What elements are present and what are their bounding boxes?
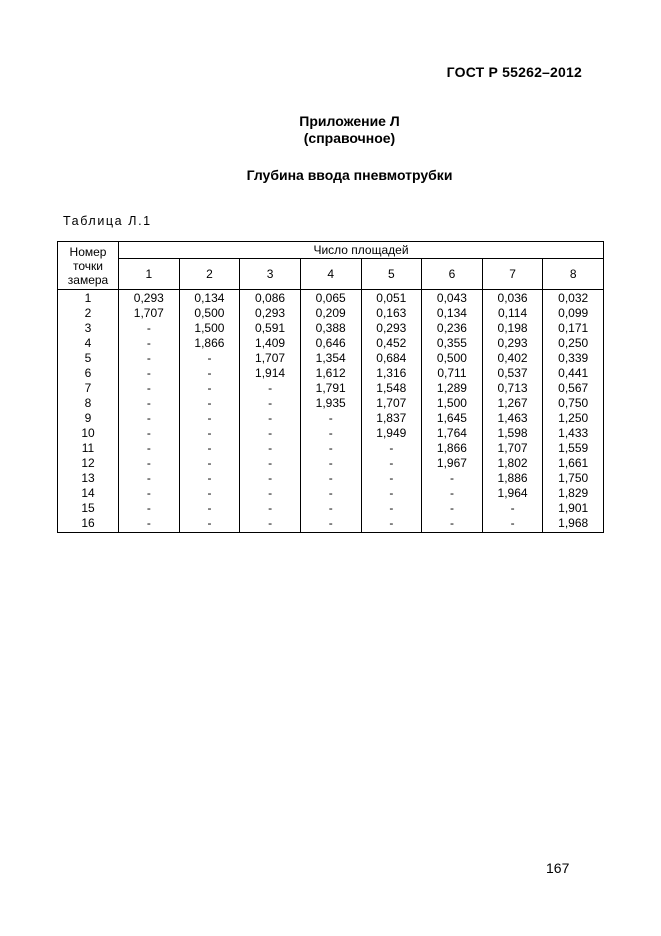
depth-value-cell: 1,250 [543,411,604,426]
depth-value-cell: - [300,441,361,456]
depth-value-cell: - [300,501,361,516]
table-row [58,336,604,351]
column-header: 4 [300,259,361,290]
depth-value-cell: - [361,456,422,471]
depth-value-cell: - [179,516,240,533]
depth-value-cell: 0,500 [179,306,240,321]
depth-value-cell: 0,567 [543,381,604,396]
depth-value-cell: - [240,411,301,426]
depth-value-cell: 0,051 [361,290,422,307]
point-number-cell: 2 [58,306,119,321]
point-number-cell: 8 [58,396,119,411]
depth-value-cell: - [179,351,240,366]
point-number-cell: 14 [58,486,119,501]
depth-value-cell: - [300,411,361,426]
depth-value-cell: - [119,441,180,456]
depth-value-cell: - [240,471,301,486]
depth-value-cell: - [300,471,361,486]
depth-value-cell: - [179,411,240,426]
column-header: 7 [482,259,543,290]
depth-value-cell: 0,043 [422,290,483,307]
depth-value-cell: 1,707 [240,351,301,366]
group-header: Число площадей [119,242,604,259]
page-number: 167 [546,860,570,876]
depth-value-cell: - [361,486,422,501]
depth-value-cell: 1,354 [300,351,361,366]
depth-value-cell: - [119,366,180,381]
depth-value-cell: 1,949 [361,426,422,441]
depth-value-cell: 0,114 [482,306,543,321]
depth-value-cell: - [422,471,483,486]
depth-value-cell: - [119,426,180,441]
depth-value-cell: 1,433 [543,426,604,441]
depth-value-cell: 0,711 [422,366,483,381]
row-header-line: точки [73,258,103,273]
column-header: 6 [422,259,483,290]
point-number-cell: 4 [58,336,119,351]
depth-value-cell: - [300,456,361,471]
depth-value-cell: 0,236 [422,321,483,336]
depth-value-cell: - [119,336,180,351]
depth-value-cell: - [240,456,301,471]
standard-code: ГОСТ Р 55262–2012 [446,64,582,80]
depth-value-cell: 0,500 [422,351,483,366]
appendix-note: (справочное) [303,130,396,146]
depth-value-cell: 0,713 [482,381,543,396]
table-row [58,501,604,516]
table-row [58,290,604,307]
depth-value-cell: 1,559 [543,441,604,456]
depth-value-cell: 0,036 [482,290,543,307]
depth-value-cell: - [179,486,240,501]
depth-value-cell: 1,935 [300,396,361,411]
row-header-line: замера [67,272,109,287]
depth-value-cell: - [422,516,483,533]
depth-value-cell: - [240,501,301,516]
depth-value-cell: - [119,396,180,411]
depth-value-cell: 0,032 [543,290,604,307]
depth-value-cell: 0,099 [543,306,604,321]
appendix-heading: Глубина ввода пневмотрубки [246,167,453,183]
depth-value-cell: - [361,471,422,486]
depth-value-cell: - [179,366,240,381]
depth-value-cell: 1,791 [300,381,361,396]
point-number-cell: 9 [58,411,119,426]
table-row [58,321,604,336]
depth-value-cell: 1,968 [543,516,604,533]
depth-value-cell: - [179,426,240,441]
depth-value-cell: 1,707 [482,441,543,456]
depth-value-cell: 1,707 [361,396,422,411]
table-row [58,411,604,426]
depth-value-cell: 0,171 [543,321,604,336]
depth-value-cell: - [119,456,180,471]
table-row [58,426,604,441]
depth-value-cell: 1,967 [422,456,483,471]
depth-value-cell: - [179,381,240,396]
depth-value-cell: - [179,396,240,411]
depth-value-cell: 0,293 [482,336,543,351]
point-number-cell: 12 [58,456,119,471]
depth-value-cell: 0,402 [482,351,543,366]
depth-value-cell: - [361,501,422,516]
depth-value-cell: 1,750 [543,471,604,486]
table-row [58,456,604,471]
depth-value-cell: 0,293 [240,306,301,321]
depth-value-cell: 1,463 [482,411,543,426]
point-number-cell: 1 [58,290,119,307]
depth-value-cell: 1,661 [543,456,604,471]
depth-value-cell: - [179,501,240,516]
depth-value-cell: - [361,516,422,533]
depth-value-cell: - [482,501,543,516]
depth-value-cell: 0,198 [482,321,543,336]
depth-value-cell: 1,598 [482,426,543,441]
depth-value-cell: - [240,486,301,501]
table-row [58,306,604,321]
depth-value-cell: - [119,321,180,336]
depth-value-cell: - [119,516,180,533]
table-row [58,441,604,456]
depth-value-cell: - [119,411,180,426]
column-header: 8 [543,259,604,290]
depth-value-cell: 0,086 [240,290,301,307]
table-row [58,351,604,366]
depth-value-cell: - [240,516,301,533]
column-header: 1 [119,259,180,290]
table-row [58,396,604,411]
column-header-row [58,259,604,290]
depth-value-cell: 1,548 [361,381,422,396]
depth-value-cell: - [482,516,543,533]
depth-value-cell: 0,134 [422,306,483,321]
table-row [58,471,604,486]
point-number-cell: 5 [58,351,119,366]
depth-value-cell: 0,339 [543,351,604,366]
depth-value-cell: - [179,456,240,471]
depth-value-cell: 1,409 [240,336,301,351]
depth-value-cell: - [240,396,301,411]
depth-value-cell: - [119,471,180,486]
depth-value-cell: 1,886 [482,471,543,486]
point-number-cell: 3 [58,321,119,336]
depth-value-cell: 0,537 [482,366,543,381]
depth-value-cell: 0,209 [300,306,361,321]
depth-value-cell: 1,866 [179,336,240,351]
appendix-title: Приложение Л [299,113,400,129]
depth-value-cell: - [240,381,301,396]
depth-value-cell: 1,500 [422,396,483,411]
row-header-line: Номер [69,244,107,259]
depth-value-cell: 0,684 [361,351,422,366]
point-number-cell: 7 [58,381,119,396]
depth-value-cell: - [119,351,180,366]
point-number-cell: 15 [58,501,119,516]
depth-value-cell: - [361,441,422,456]
depth-value-cell: - [300,516,361,533]
table-caption: Таблица Л.1 [63,214,152,228]
depth-value-cell: 1,612 [300,366,361,381]
depth-value-cell: 0,293 [119,290,180,307]
depth-value-cell: 1,316 [361,366,422,381]
point-number-cell: 11 [58,441,119,456]
depth-value-cell: 1,837 [361,411,422,426]
depth-value-cell: 1,866 [422,441,483,456]
depth-value-cell: - [300,426,361,441]
column-header: 2 [179,259,240,290]
depth-value-cell: 1,267 [482,396,543,411]
depth-value-cell: - [179,471,240,486]
table-row [58,516,604,533]
depth-value-cell: 1,829 [543,486,604,501]
depth-value-cell: 1,707 [119,306,180,321]
column-header: 5 [361,259,422,290]
depth-value-cell: 0,452 [361,336,422,351]
depth-value-cell: 0,163 [361,306,422,321]
point-number-cell: 6 [58,366,119,381]
depth-value-cell: - [119,501,180,516]
depth-value-cell: 1,645 [422,411,483,426]
point-number-cell: 13 [58,471,119,486]
depth-value-cell: 1,500 [179,321,240,336]
depth-value-cell: 0,293 [361,321,422,336]
depth-value-cell: 0,250 [543,336,604,351]
depth-value-cell: - [240,426,301,441]
depth-table [57,241,604,533]
depth-value-cell: 0,441 [543,366,604,381]
depth-value-cell: 0,065 [300,290,361,307]
table-row [58,366,604,381]
depth-value-cell: 1,764 [422,426,483,441]
depth-value-cell: 1,901 [543,501,604,516]
table-body [58,290,604,533]
depth-value-cell: 1,802 [482,456,543,471]
depth-value-cell: 1,289 [422,381,483,396]
table-row [58,381,604,396]
depth-value-cell: 0,591 [240,321,301,336]
depth-value-cell: - [422,501,483,516]
point-number-cell: 16 [58,516,119,533]
depth-value-cell: - [119,486,180,501]
depth-value-cell: - [422,486,483,501]
table-row [58,486,604,501]
depth-value-cell: 1,914 [240,366,301,381]
depth-value-cell: - [119,381,180,396]
depth-value-cell: 1,964 [482,486,543,501]
point-number-cell: 10 [58,426,119,441]
depth-value-cell: - [179,441,240,456]
depth-value-cell: 0,646 [300,336,361,351]
column-header: 3 [240,259,301,290]
depth-value-cell: 0,134 [179,290,240,307]
depth-value-cell: - [240,441,301,456]
depth-value-cell: 0,388 [300,321,361,336]
depth-value-cell: 0,750 [543,396,604,411]
depth-value-cell: 0,355 [422,336,483,351]
depth-value-cell: - [300,486,361,501]
row-header [58,242,119,290]
